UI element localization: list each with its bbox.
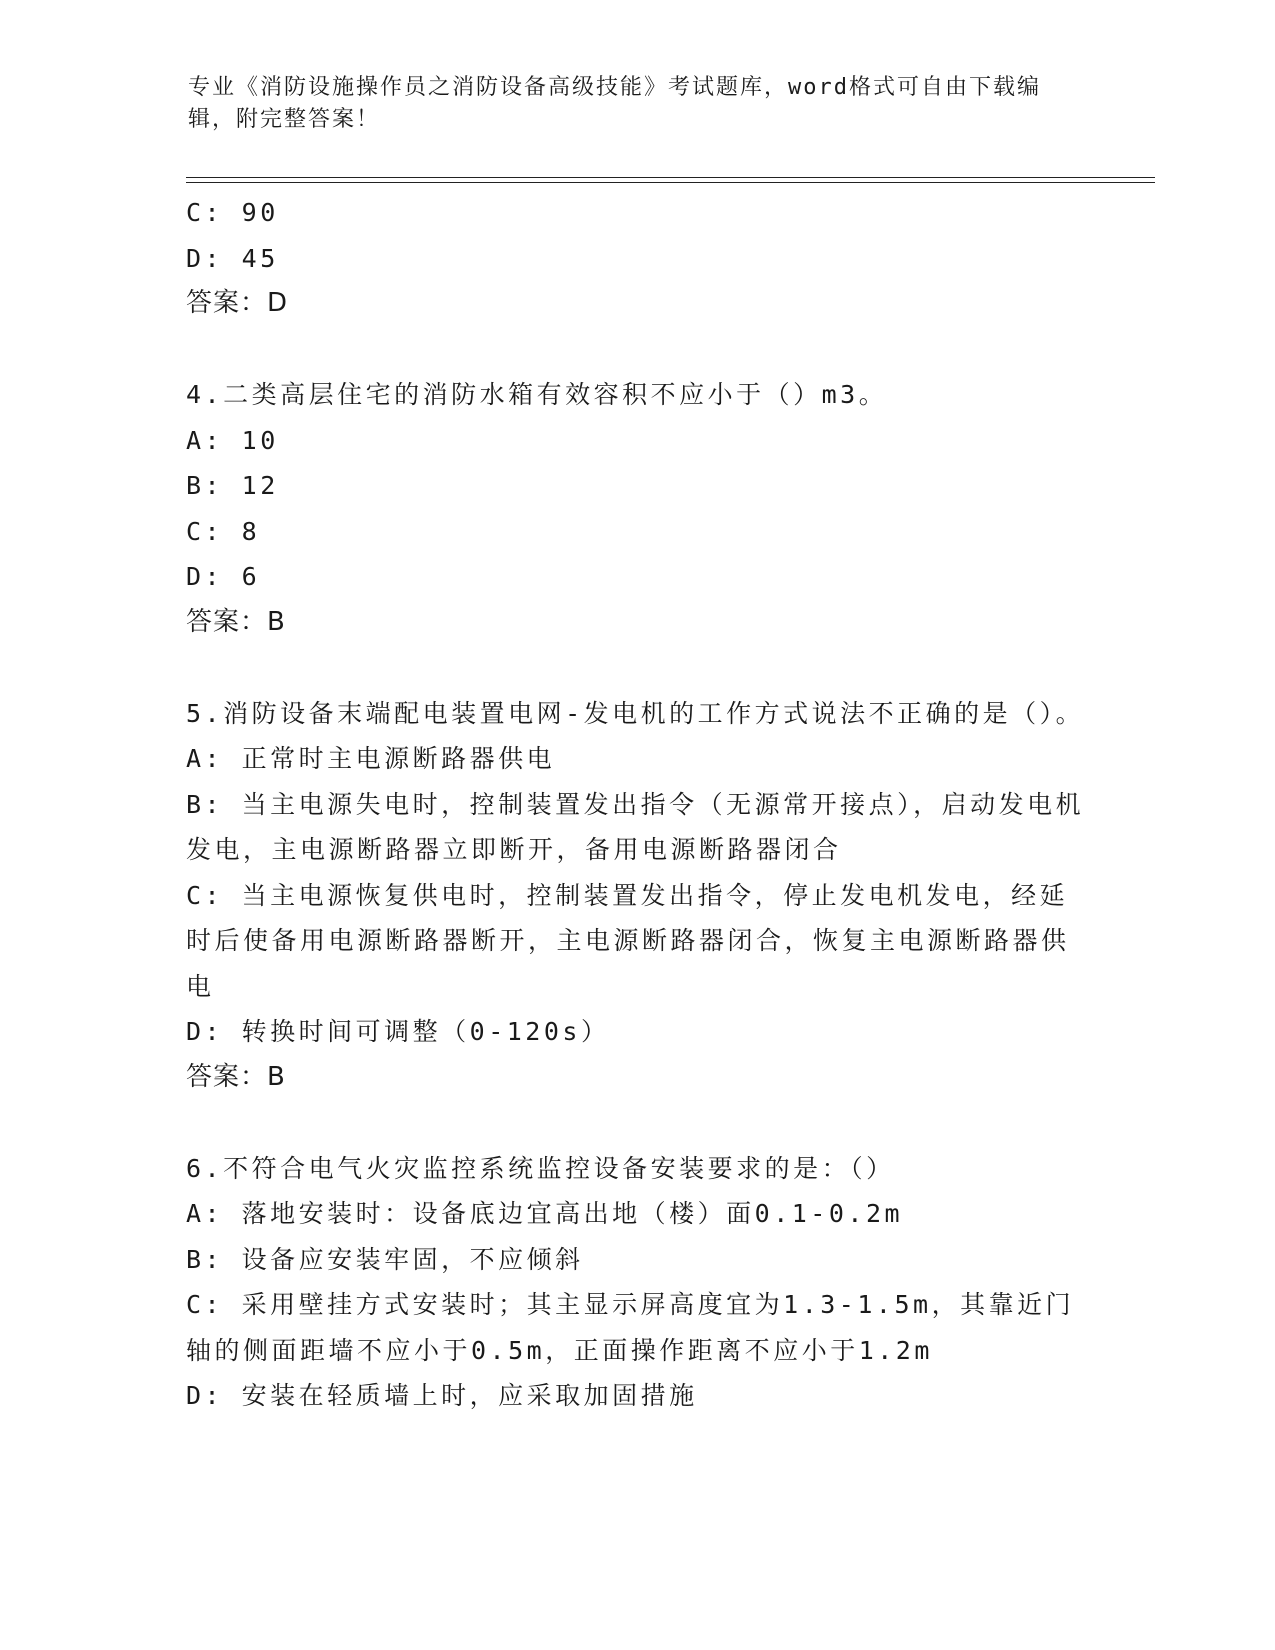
document-body	[186, 190, 1086, 1419]
header-double-rule	[186, 177, 1155, 183]
question-6	[186, 1146, 1086, 1419]
option-c: C: 8	[186, 516, 261, 546]
option-b: B: 设备应安装牢固，不应倾斜	[186, 1244, 584, 1274]
option-c: C: 采用壁挂方式安装时；其主显示屏高度宜为1.3-1.5m，其靠近门轴的侧面距墙不应小于0.5m，正面操作距离不应小于1.2m	[186, 1290, 1075, 1365]
question-4	[186, 372, 1086, 645]
option-a: A: 正常时主电源断路器供电	[186, 744, 556, 773]
option-b: B: 12	[186, 471, 279, 500]
option-d: D: 安装在轻质墙上时，应采取加固措施	[186, 1381, 698, 1410]
question-stem: 4.二类高层住宅的消防水箱有效容积不应小于（）m3。	[186, 380, 888, 409]
option-a: A: 落地安装时：设备底边宜高出地（楼）面0.1-0.2m	[186, 1199, 904, 1228]
previous-question-tail	[186, 190, 1086, 327]
spacer	[186, 645, 1086, 691]
option-c: C: 当主电源恢复供电时，控制装置发出指令，停止发电机发电，经延时后使备用电源断路器断开，主电源断路器闭合，恢复主电源断路器供电	[186, 880, 1070, 1001]
option-d: D: 45	[186, 243, 279, 273]
spacer	[186, 327, 1086, 373]
document-header: 专业《消防设施操作员之消防设备高级技能》考试题库，word格式可自由下载编辑，附完整答案！	[188, 75, 1041, 132]
option-d: D: 转换时间可调整（0-120s）	[186, 1017, 610, 1046]
option-d: D: 6	[186, 562, 261, 591]
option-a: A: 10	[186, 425, 279, 455]
question-5	[186, 691, 1086, 1101]
answer-line: 答案：B	[186, 1061, 286, 1092]
option-c: C: 90	[186, 198, 279, 227]
answer-line: 答案：B	[186, 606, 286, 637]
answer-line: 答案：D	[186, 288, 289, 318]
option-b: B: 当主电源失电时，控制装置发出指令（无源常开接点），启动发电机发电，主电源断路器立即断开，备用电源断路器闭合	[186, 789, 1085, 864]
question-stem: 6.不符合电气火灾监控系统监控设备安装要求的是：（）	[186, 1153, 895, 1183]
spacer	[186, 1100, 1086, 1146]
question-stem: 5.消防设备末端配电装置电网-发电机的工作方式说法不正确的是（）。	[186, 698, 1085, 728]
